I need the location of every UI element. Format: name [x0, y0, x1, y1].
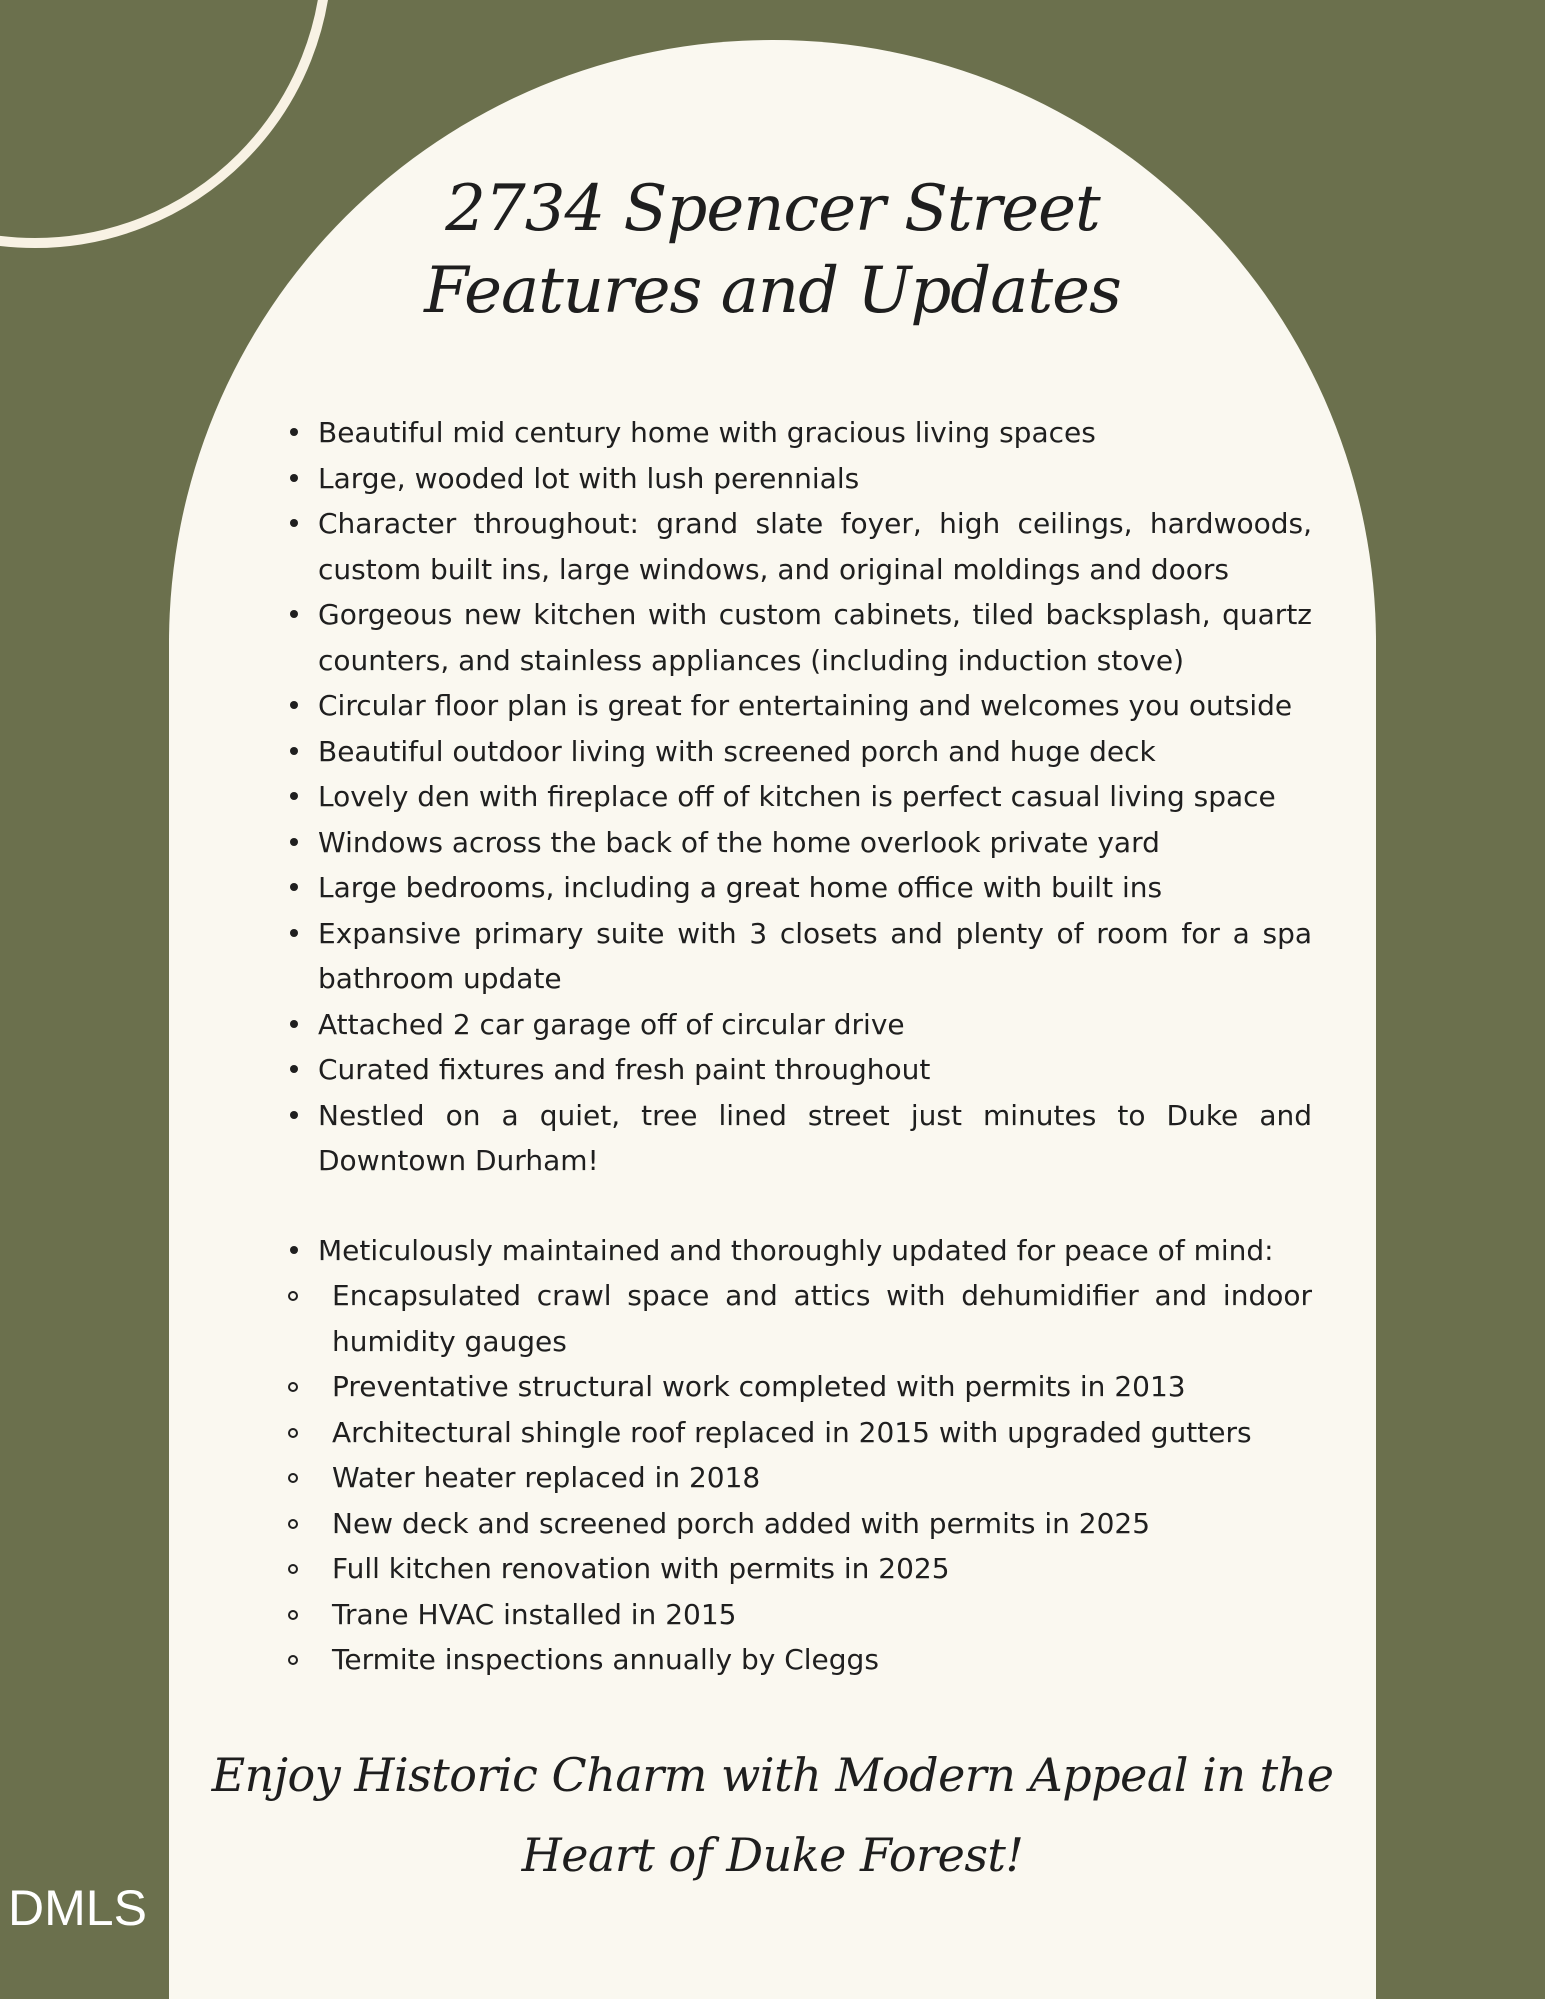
list-item: Lovely den with fireplace off of kitchen is perfect casual living space — [276, 774, 1312, 820]
maintenance-sublist — [276, 1273, 1312, 1683]
list-item: Beautiful mid century home with gracious living spaces — [276, 410, 1312, 456]
sublist-item: New deck and screened porch added with permits in 2025 — [276, 1501, 1312, 1547]
sublist-item: Trane HVAC installed in 2015 — [276, 1592, 1312, 1638]
list-item: Attached 2 car garage off of circular drive — [276, 1002, 1312, 1048]
list-item: Nestled on a quiet, tree lined street just minutes to Duke and Downtown Durham! — [276, 1093, 1312, 1184]
maintenance-heading: Meticulously maintained and thoroughly updated for peace of mind: — [318, 1233, 1274, 1267]
maintenance-item — [276, 1228, 1312, 1274]
page-title — [169, 168, 1376, 332]
tagline — [169, 1735, 1376, 1895]
sublist-item: Encapsulated crawl space and attics with dehumidifier and indoor humidity gauges — [276, 1273, 1312, 1364]
features-list — [276, 410, 1312, 1184]
tagline-line-1: Enjoy Historic Charm with Modern Appeal in the — [211, 1748, 1334, 1802]
list-item: Curated fixtures and fresh paint throughout — [276, 1047, 1312, 1093]
features-content — [276, 410, 1312, 1683]
list-item: Large, wooded lot with lush perennials — [276, 456, 1312, 502]
list-item: Expansive primary suite with 3 closets and plenty of room for a spa bathroom update — [276, 911, 1312, 1002]
title-line-1: 2734 Spencer Street — [445, 172, 1100, 246]
watermark: DMLS — [8, 1880, 147, 1936]
list-item: Large bedrooms, including a great home office with built ins — [276, 865, 1312, 911]
list-item: Circular floor plan is great for entertaining and welcomes you outside — [276, 683, 1312, 729]
sublist-item: Termite inspections annually by Cleggs — [276, 1637, 1312, 1683]
list-item: Windows across the back of the home overlook private yard — [276, 820, 1312, 866]
sublist-item: Water heater replaced in 2018 — [276, 1455, 1312, 1501]
maintenance-list — [276, 1228, 1312, 1274]
sublist-item: Full kitchen renovation with permits in 2025 — [276, 1546, 1312, 1592]
list-item: Character throughout: grand slate foyer, high ceilings, hardwoods, custom built ins, large windows, and original moldings and doors — [276, 501, 1312, 592]
sublist-item: Architectural shingle roof replaced in 2015 with upgraded gutters — [276, 1410, 1312, 1456]
sublist-item: Preventative structural work completed with permits in 2013 — [276, 1364, 1312, 1410]
list-item: Beautiful outdoor living with screened porch and huge deck — [276, 729, 1312, 775]
title-line-2: Features and Updates — [424, 254, 1121, 328]
list-item: Gorgeous new kitchen with custom cabinets, tiled backsplash, quartz counters, and stainless appliances (including induction stove) — [276, 592, 1312, 683]
tagline-line-2: Heart of Duke Forest! — [521, 1828, 1024, 1882]
